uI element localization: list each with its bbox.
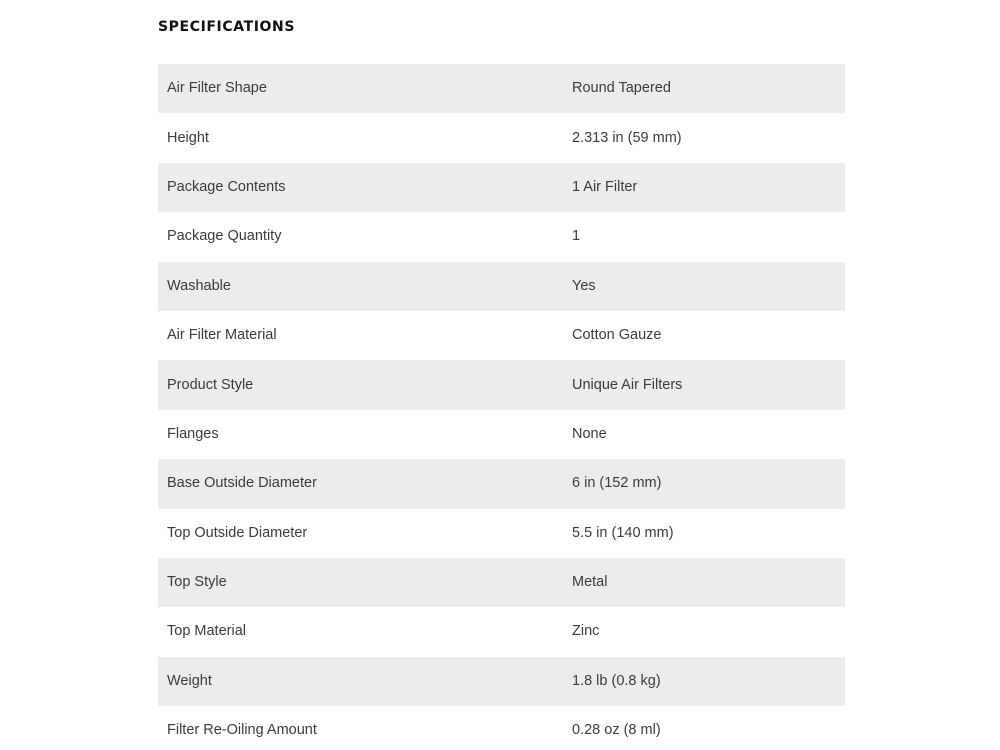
spec-label: Air Filter Shape — [167, 80, 267, 97]
spec-label: Air Filter Material — [167, 327, 277, 344]
spec-label: Package Contents — [167, 178, 286, 195]
spec-value: Unique Air Filters — [572, 376, 683, 393]
spec-label: Flanges — [167, 425, 219, 442]
spec-label: Product Style — [167, 376, 254, 393]
spec-row-product-style — [158, 360, 845, 409]
spec-value: Round Tapered — [572, 80, 671, 97]
spec-value: Cotton Gauze — [572, 327, 662, 344]
spec-value: Zinc — [572, 623, 600, 640]
spec-label: Filter Re-Oiling Amount — [167, 722, 317, 739]
spec-row-top-outside-diameter — [158, 509, 845, 558]
spec-row-top-material — [158, 607, 845, 656]
spec-label: Weight — [167, 672, 212, 689]
section-title: SPECIFICATIONS — [158, 19, 296, 35]
spec-value: Metal — [572, 574, 608, 591]
spec-value: Yes — [572, 277, 596, 294]
spec-value: 1 Air Filter — [572, 178, 638, 195]
spec-label: Top Style — [167, 574, 227, 591]
spec-value: 6 in (152 mm) — [572, 475, 662, 492]
spec-label: Base Outside Diameter — [167, 475, 317, 492]
spec-label: Top Material — [167, 623, 246, 640]
specifications-table — [158, 64, 845, 750]
spec-row-air-filter-material — [158, 311, 845, 360]
spec-row-package-contents — [158, 163, 845, 212]
spec-value: 1.8 lb (0.8 kg) — [572, 672, 661, 689]
spec-label: Height — [167, 129, 209, 146]
spec-label: Washable — [167, 277, 231, 294]
spec-row-base-outside-diameter — [158, 459, 845, 508]
spec-value: 2.313 in (59 mm) — [572, 129, 682, 146]
spec-row-filter-re-oiling-amount — [158, 706, 845, 750]
spec-row-top-style — [158, 558, 845, 607]
spec-row-package-quantity — [158, 212, 845, 261]
spec-value: 1 — [572, 228, 581, 245]
spec-row-height — [158, 113, 845, 162]
spec-label: Top Outside Diameter — [167, 524, 308, 541]
spec-label: Package Quantity — [167, 228, 282, 245]
spec-value: 0.28 oz (8 ml) — [572, 722, 661, 739]
spec-value: None — [572, 425, 607, 442]
spec-row-flanges — [158, 410, 845, 459]
spec-row-air-filter-shape — [158, 64, 845, 113]
spec-row-weight — [158, 657, 845, 706]
spec-value: 5.5 in (140 mm) — [572, 524, 674, 541]
spec-row-washable — [158, 262, 845, 311]
